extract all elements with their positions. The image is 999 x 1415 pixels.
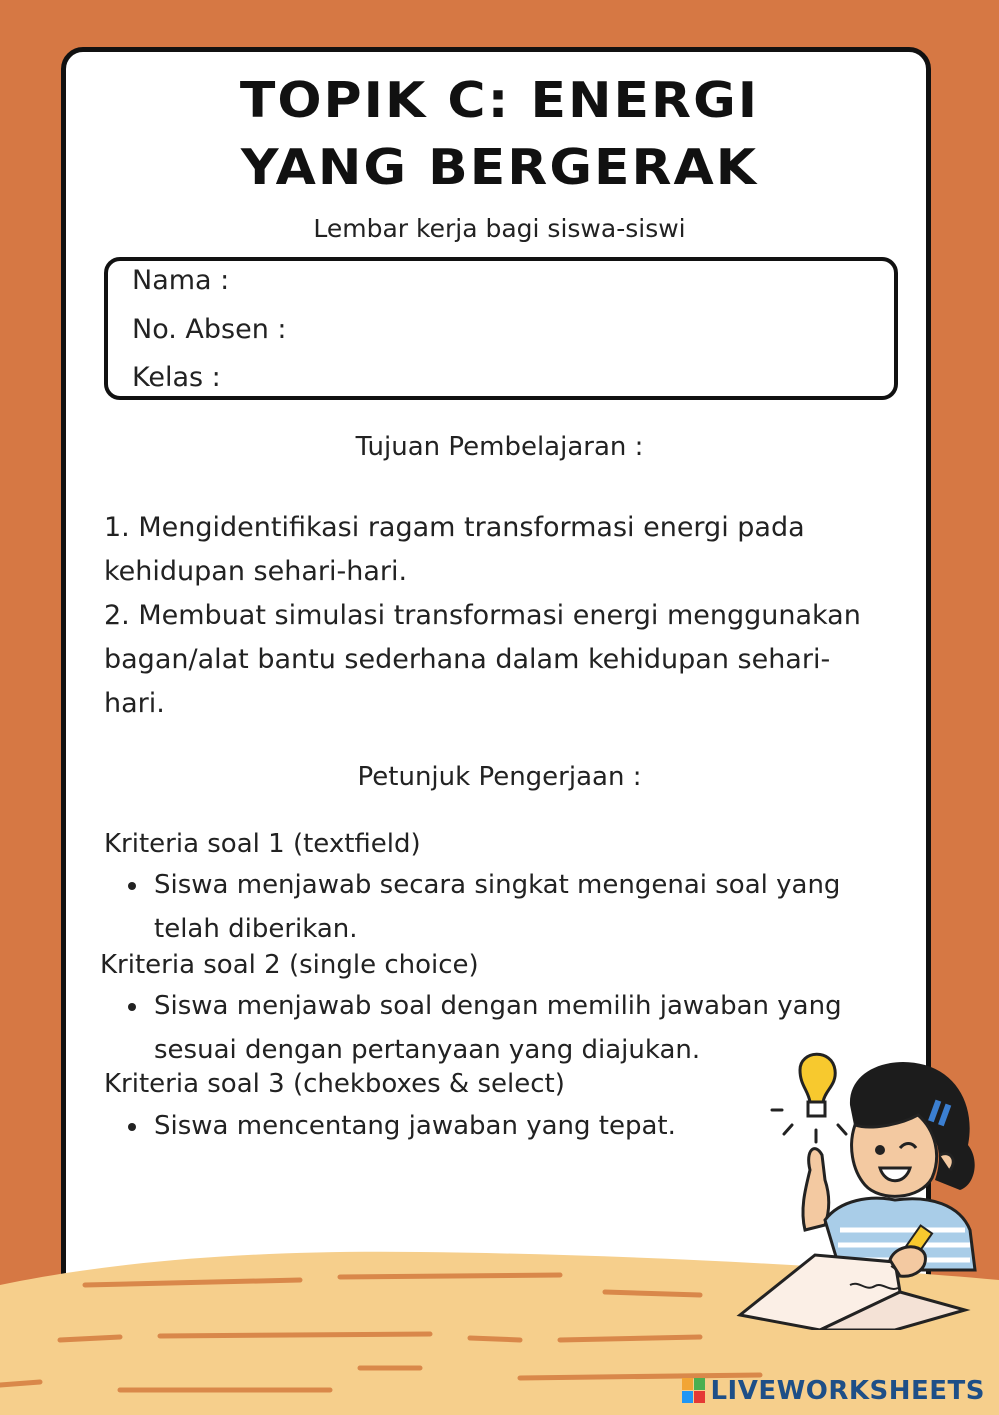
criteria-1-label: Kriteria soal 1 (textfield) xyxy=(104,829,421,859)
criteria-2-label: Kriteria soal 2 (single choice) xyxy=(100,950,479,980)
absen-field-label: No. Absen : xyxy=(132,314,287,345)
kelas-field-label: Kelas : xyxy=(132,362,221,393)
criteria-1-text: telah diberikan. xyxy=(154,914,358,944)
criteria-3-text: Siswa mencentang jawaban yang tepat. xyxy=(154,1111,676,1141)
brand-name: LIVEWORKSHEETS xyxy=(710,1376,985,1406)
liveworksheets-logo-icon xyxy=(682,1378,706,1404)
subtitle: Lembar kerja bagi siswa-siswi xyxy=(313,214,686,243)
goal-line: 1. Mengidentifikasi ragam transformasi energi pada xyxy=(104,512,805,543)
name-field-label: Nama : xyxy=(132,265,230,296)
instructions-heading: Petunjuk Pengerjaan : xyxy=(357,762,642,792)
goal-line: bagan/alat bantu sederhana dalam kehidupan sehari- xyxy=(104,644,831,675)
criteria-1-text: Siswa menjawab secara singkat mengenai soal yang xyxy=(154,870,841,900)
girl-illustration xyxy=(720,1030,999,1330)
learning-goals-heading: Tujuan Pembelajaran : xyxy=(355,432,644,462)
liveworksheets-logo[interactable] xyxy=(682,1375,985,1407)
bullet-icon xyxy=(128,882,136,890)
criteria-2-text: sesuai dengan pertanyaan yang diajukan. xyxy=(154,1035,701,1065)
goal-line: 2. Membuat simulasi transformasi energi menggunakan xyxy=(104,600,861,631)
criteria-2-text: Siswa menjawab soal dengan memilih jawaban yang xyxy=(154,991,842,1021)
lightbulb-icon xyxy=(772,1054,846,1142)
title-line-2: YANG BERGERAK xyxy=(240,139,759,197)
criteria-3-label: Kriteria soal 3 (chekboxes & select) xyxy=(104,1069,565,1099)
goal-line: hari. xyxy=(104,688,165,719)
bullet-icon xyxy=(128,1123,136,1131)
goal-line: kehidupan sehari-hari. xyxy=(104,556,408,587)
bullet-icon xyxy=(128,1003,136,1011)
title-line-1: TOPIK C: ENERGI xyxy=(239,72,760,130)
